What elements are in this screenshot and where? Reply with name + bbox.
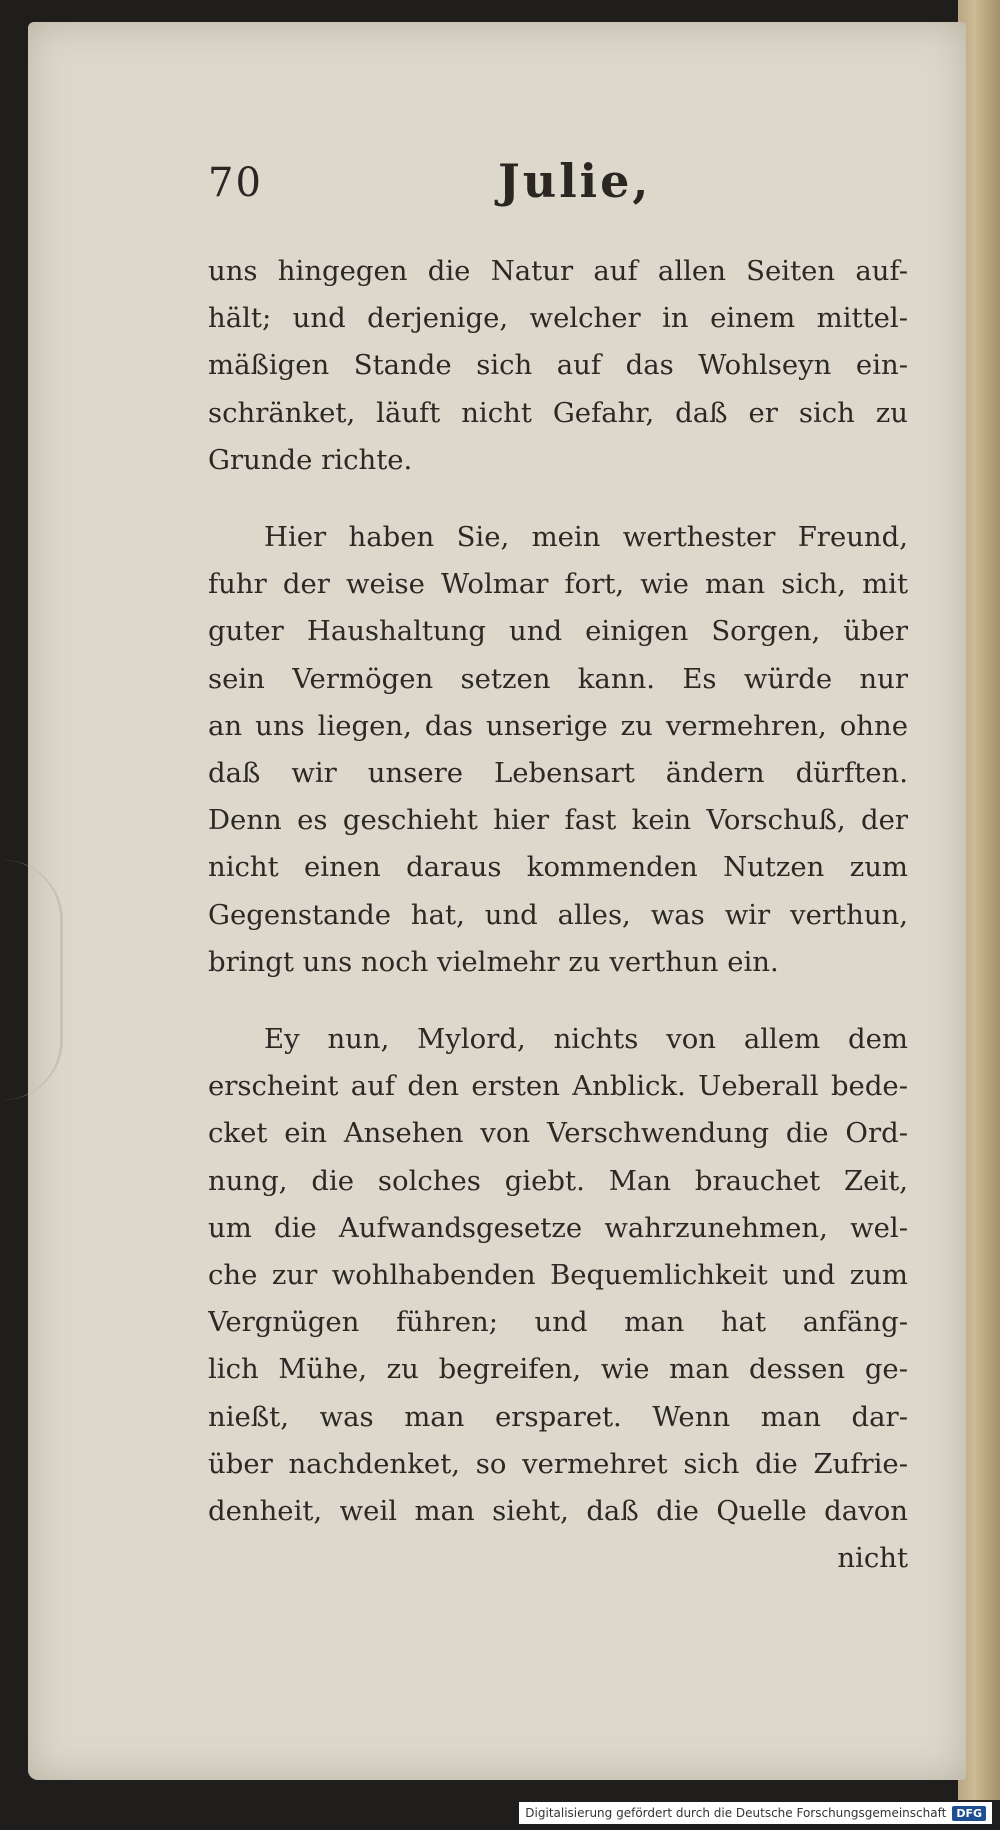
text-line: daß wir unsere Lebensart ändern dürften. [208, 757, 908, 790]
text-line: hält; und derjenige, welcher in einem mittel- [208, 302, 908, 335]
page-number: 70 [208, 160, 263, 206]
text-line: nicht einen daraus kommenden Nutzen zum [208, 851, 908, 884]
text-line: cket ein Ansehen von Verschwendung die Ord- [208, 1117, 908, 1150]
text-line: schränket, läuft nicht Gefahr, daß er sich zu [208, 396, 908, 429]
text-line: erscheint auf den ersten Anblick. Ueberall bede- [208, 1070, 908, 1103]
running-title: Julie, [498, 154, 652, 208]
text-line: nung, die solches giebt. Man brauchet Zeit, [208, 1164, 908, 1197]
catchword: nicht [837, 1542, 908, 1575]
text-line: fuhr der weise Wolmar fort, wie man sich, mit [208, 568, 908, 601]
text-line: Vergnügen führen; und man hat anfäng- [208, 1306, 908, 1339]
text-line: Gegenstande hat, und alles, was wir verthun, [208, 898, 908, 931]
text-line: über nachdenket, so vermehret sich die Zufrie- [208, 1447, 908, 1480]
page-header [208, 154, 908, 220]
text-line: nießt, was man ersparet. Wenn man dar- [208, 1400, 908, 1433]
body-text [208, 248, 908, 1612]
text-line: Denn es geschieht hier fast kein Vorschuß, der [208, 804, 908, 837]
text-line: Ey nun, Mylord, nichts von allem dem [264, 1023, 908, 1056]
text-line: Grunde richte. [208, 443, 413, 476]
text-line: Hier haben Sie, mein werthester Freund, [264, 521, 908, 554]
paragraph-3 [208, 1016, 908, 1582]
paragraph-2 [208, 514, 908, 986]
text-line: che zur wohlhabenden Bequemlichkeit und zum [208, 1259, 908, 1292]
text-line: guter Haushaltung und einigen Sorgen, über [208, 615, 908, 648]
text-line: sein Vermögen setzen kann. Es würde nur [208, 662, 908, 695]
text-line: bringt uns noch vielmehr zu verthun ein. [208, 945, 779, 978]
paragraph-1 [208, 248, 908, 484]
digitization-credit [519, 1802, 992, 1824]
text-line: an uns liegen, das unserige zu vermehren, ohne [208, 709, 908, 742]
text-line: denheit, weil man sieht, daß die Quelle davon [208, 1495, 908, 1528]
text-line: uns hingegen die Natur auf allen Seiten auf- [208, 255, 908, 287]
dfg-logo: DFG [952, 1806, 986, 1821]
credit-text: Digitalisierung gefördert durch die Deutsche Forschungsgemeinschaft [525, 1806, 947, 1820]
paper-stain [0, 860, 63, 1100]
text-line: um die Aufwandsgesetze wahrzunehmen, wel- [208, 1211, 908, 1244]
text-line: lich Mühe, zu begreifen, wie man dessen ge- [208, 1353, 908, 1386]
text-line: mäßigen Stande sich auf das Wohlseyn ein- [208, 349, 908, 382]
